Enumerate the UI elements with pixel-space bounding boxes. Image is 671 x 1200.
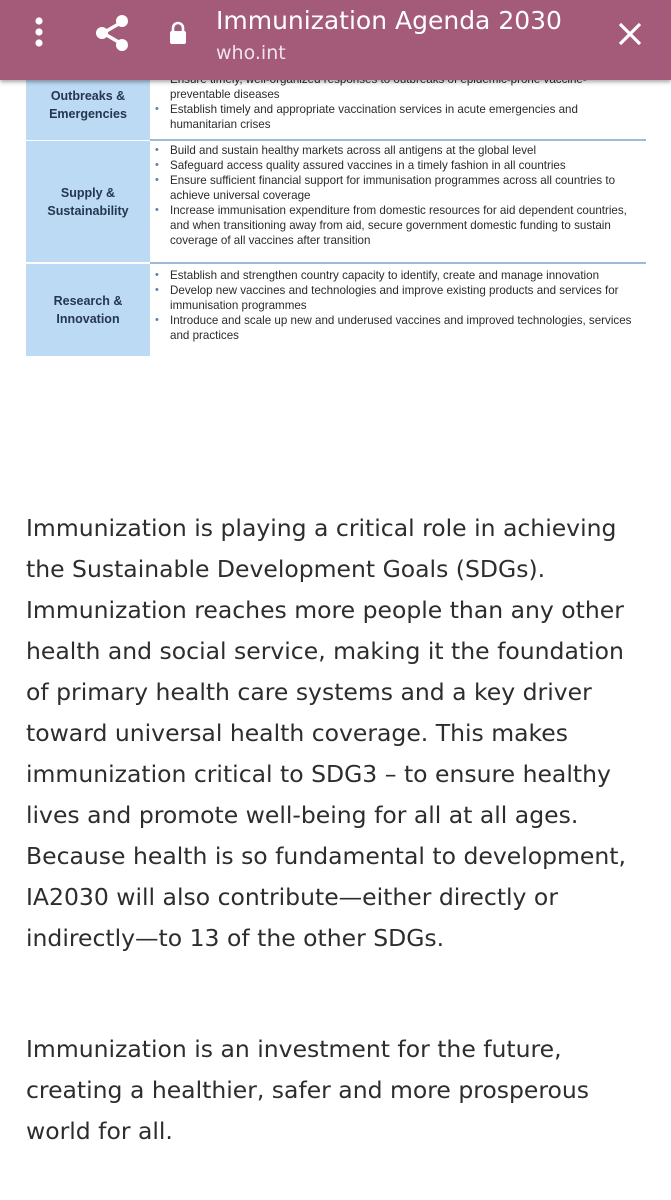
page-title: Immunization Agenda 2030 xyxy=(216,6,562,35)
article-paragraph: Immunization is playing a critical role in achieving the Sustainable Development Goals (SDGs). Immunization reaches more people than any other health and social service, making it the foundation of primary health care systems and a key driver toward universal health coverage. This makes immunization critical to SDG3 – to ensure healthy lives and promote well-being for all at all ages. Because health is so fundamental to development, IA2030 will also contribute—either directly or indirectly—to 13 of the other SDGs. xyxy=(26,514,626,952)
bullet-item: • Introduce and scale up new and underused vaccines and improved technologies, services and practices xyxy=(170,313,646,343)
more-vert-icon[interactable] xyxy=(22,14,56,50)
bullet-item: • Establish and strengthen country capacity to identify, create and manage innovation xyxy=(170,268,646,283)
bullet-item: • preventable diseases xyxy=(170,72,646,102)
lock-icon xyxy=(166,18,190,48)
row-bullets xyxy=(150,141,646,263)
table-row-outbreaks xyxy=(26,70,646,140)
row-bullets xyxy=(150,70,646,141)
row-label: Outbreaks & Emergencies xyxy=(26,70,150,140)
row-bullets xyxy=(150,264,646,356)
bullet-item: • Develop new vaccines and technologies and improve existing products and services for immunisation programmes xyxy=(170,283,646,313)
custom-tab-toolbar xyxy=(0,0,671,80)
agenda-table-image xyxy=(26,70,646,356)
article-paragraph: Immunization is an investment for the future, creating a healthier, safer and more prosperous world for all. xyxy=(26,1035,590,1145)
bullet-item: • Safeguard access quality assured vaccines in a timely fashion in all countries xyxy=(170,158,646,173)
table-row-supply xyxy=(26,141,646,262)
table-row-research xyxy=(26,264,646,356)
row-label: Supply & Sustainability xyxy=(26,141,150,262)
bullet-item: • Increase immunisation expenditure from domestic resources for aid dependent countries, and when transitioning away from aid, secure government domestic funding to sustain coverage of all vaccines after transition xyxy=(170,203,646,248)
bullet-item: • Ensure sufficient financial support for immunisation programmes across all countries to achieve universal coverage xyxy=(170,173,646,203)
page-domain: who.int xyxy=(216,42,286,64)
close-icon[interactable] xyxy=(608,12,652,56)
row-label: Research & Innovation xyxy=(26,264,150,356)
bullet-item: • Establish timely and appropriate vaccination services in acute emergencies and humanitarian crises xyxy=(170,102,646,132)
share-icon[interactable] xyxy=(92,12,134,54)
bullet-item: • Build and sustain healthy markets across all antigens at the global level xyxy=(170,143,646,158)
